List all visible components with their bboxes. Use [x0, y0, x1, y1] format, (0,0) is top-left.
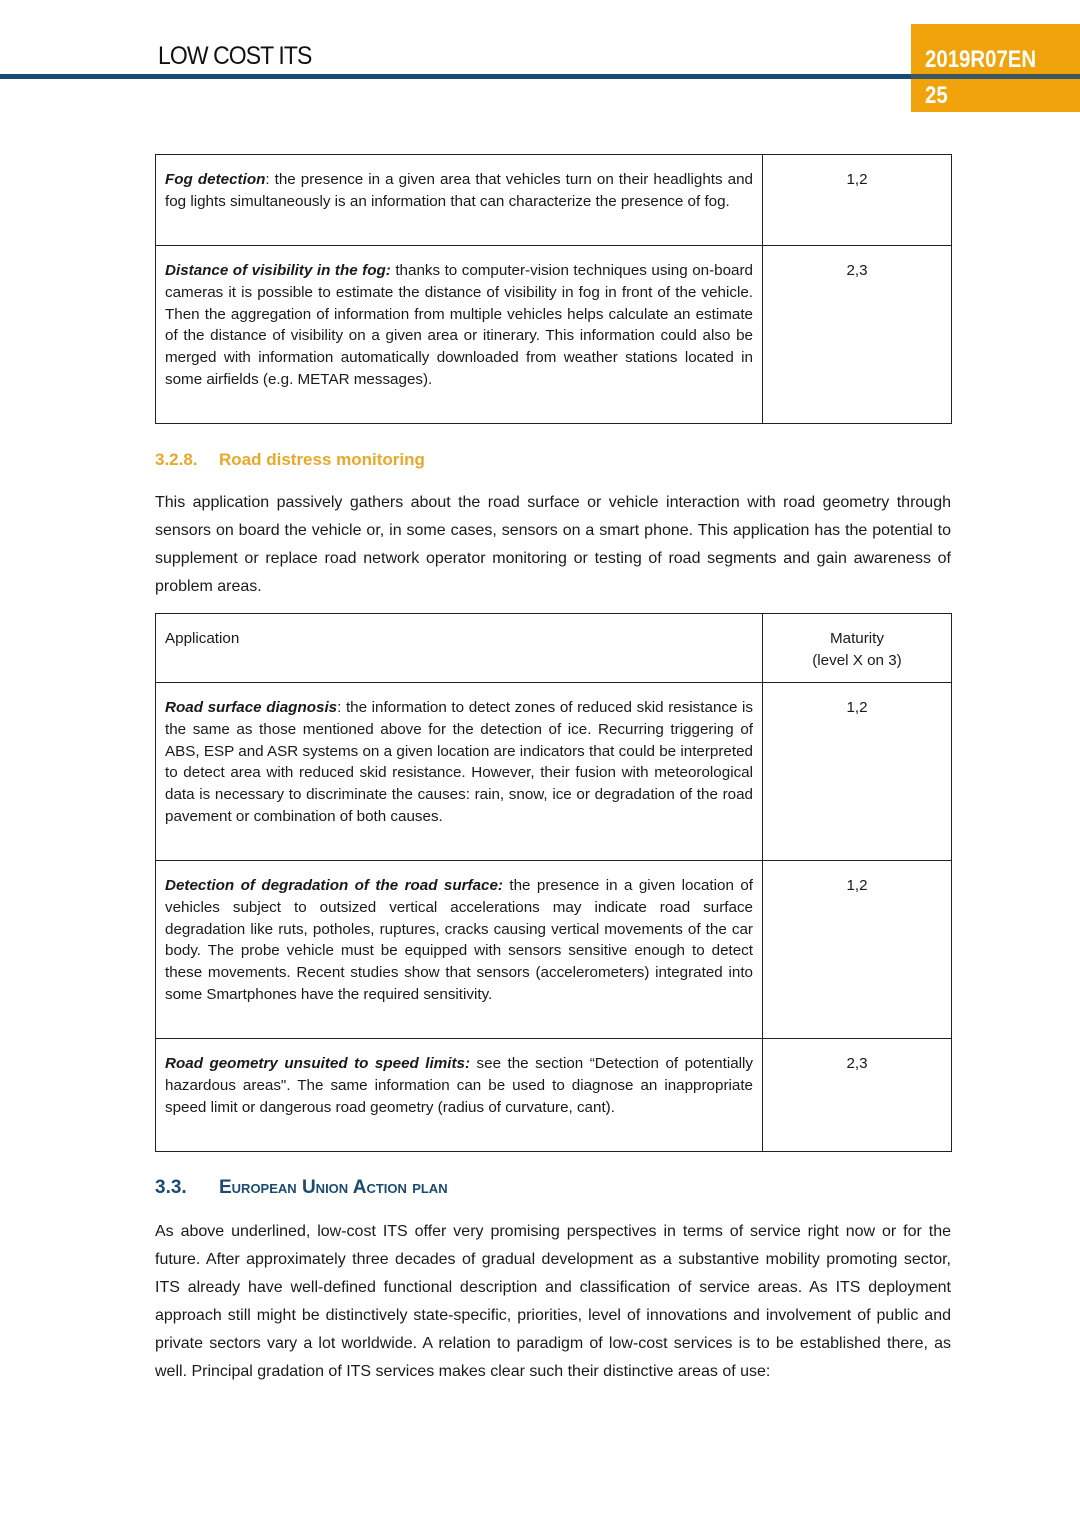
application-title: Road surface diagnosis [165, 699, 338, 716]
header-title: LOW COST ITS [158, 42, 312, 70]
maturity-cell: 2,3 [763, 1039, 952, 1152]
table-row [156, 683, 952, 861]
application-description: the presence in a given location of vehicles subject to outsized vertical accelerations may indicate road surface degradation like ruts, potholes, ruptures, cracks causing vertical movements of the car body. The probe vehicle must be equipped with sensors sensitive enough to detect these movements. Recent studies show that sensors (accelerometers) integrated into some Smartphones have the required sensitivity. [165, 877, 753, 1003]
column-header-application: Application [156, 614, 763, 683]
maturity-header-line1: Maturity [829, 630, 884, 647]
section-title: European Union Action plan [219, 1177, 448, 1198]
application-title: Distance of visibility in the fog: [165, 262, 391, 279]
maturity-cell: 2,3 [763, 246, 952, 424]
section-number: 3.3. [155, 1177, 187, 1198]
table-row [156, 861, 952, 1039]
application-cell [156, 155, 763, 246]
section-heading-3-3 [155, 1177, 448, 1199]
road-distress-table [155, 613, 952, 1152]
application-cell [156, 246, 763, 424]
section-heading-3-2-8 [155, 450, 425, 470]
document-code: 2019R07EN [925, 46, 1037, 73]
application-cell [156, 683, 763, 861]
page-number: 25 [925, 82, 948, 109]
table-row [156, 1039, 952, 1152]
application-description: : the presence in a given area that vehicles turn on their headlights and fog lights simultaneously is an information that can characterize the presence of fog. [165, 171, 753, 210]
maturity-header-line2: (level X on 3) [812, 651, 902, 669]
application-cell [156, 1039, 763, 1152]
maturity-cell: 1,2 [763, 683, 952, 861]
maturity-cell: 1,2 [763, 861, 952, 1039]
section-paragraph: As above underlined, low-cost ITS offer very promising perspectives in terms of service right now or for the future. After approximately three decades of gradual development as a substantive mobility promoting sector, ITS already have well-defined functional description and classification of service areas. As ITS deployment approach still might be distinctively state-specific, priorities, level of innovations and involvement of public and private sectors vary a lot worldwide. A relation to paradigm of low-cost services is to be established there, as well. Principal gradation of ITS services makes clear such their distinctive areas of use: [155, 1223, 951, 1380]
table-row [156, 246, 952, 424]
application-cell [156, 861, 763, 1039]
table-row [156, 155, 952, 246]
application-description: thanks to computer-vision techniques using on-board cameras it is possible to estimate the distance of visibility in fog in front of the vehicle. Then the aggregation of information from multiple vehicles helps calculate an estimate of the distance of visibility on a given area or itinerary. This information could also be merged with information automatically downloaded from weather stations located in some airfields (e.g. METAR messages). [165, 262, 753, 388]
application-title: Road geometry unsuited to speed limits: [165, 1055, 471, 1072]
section-title: Road distress monitoring [219, 450, 425, 469]
fog-applications-table [155, 154, 952, 424]
table-header-row [156, 614, 952, 683]
section-paragraph: This application passively gathers about the road surface or vehicle interaction with road geometry through sensors on board the vehicle or, in some cases, sensors on a smart phone. This application has the potential to supplement or replace road network operator monitoring or testing of road segments and gain awareness of problem areas. [155, 494, 951, 595]
application-description: see the section “Detection of potentially hazardous areas". The same information can be used to diagnose an inappropriate speed limit or dangerous road geometry (radius of curvature, cant). [165, 1055, 754, 1116]
application-title: Detection of degradation of the road surface: [165, 877, 503, 894]
application-title: Fog detection [165, 171, 266, 188]
maturity-cell: 1,2 [763, 155, 952, 246]
application-description: : the information to detect zones of reduced skid resistance is the same as those mentioned above for the detection of ice. Recurring triggering of ABS, ESP and ASR systems on a given location are indicators that could be interpreted to detect area with reduced skid resistance. However, their fusion with meteorological data is necessary to discriminate the causes: rain, snow, ice or degradation of the road pavement or combination of both causes. [165, 699, 754, 825]
header-rule-overlay [911, 74, 1080, 79]
column-header-maturity [763, 614, 952, 683]
section-number: 3.2.8. [155, 450, 198, 469]
